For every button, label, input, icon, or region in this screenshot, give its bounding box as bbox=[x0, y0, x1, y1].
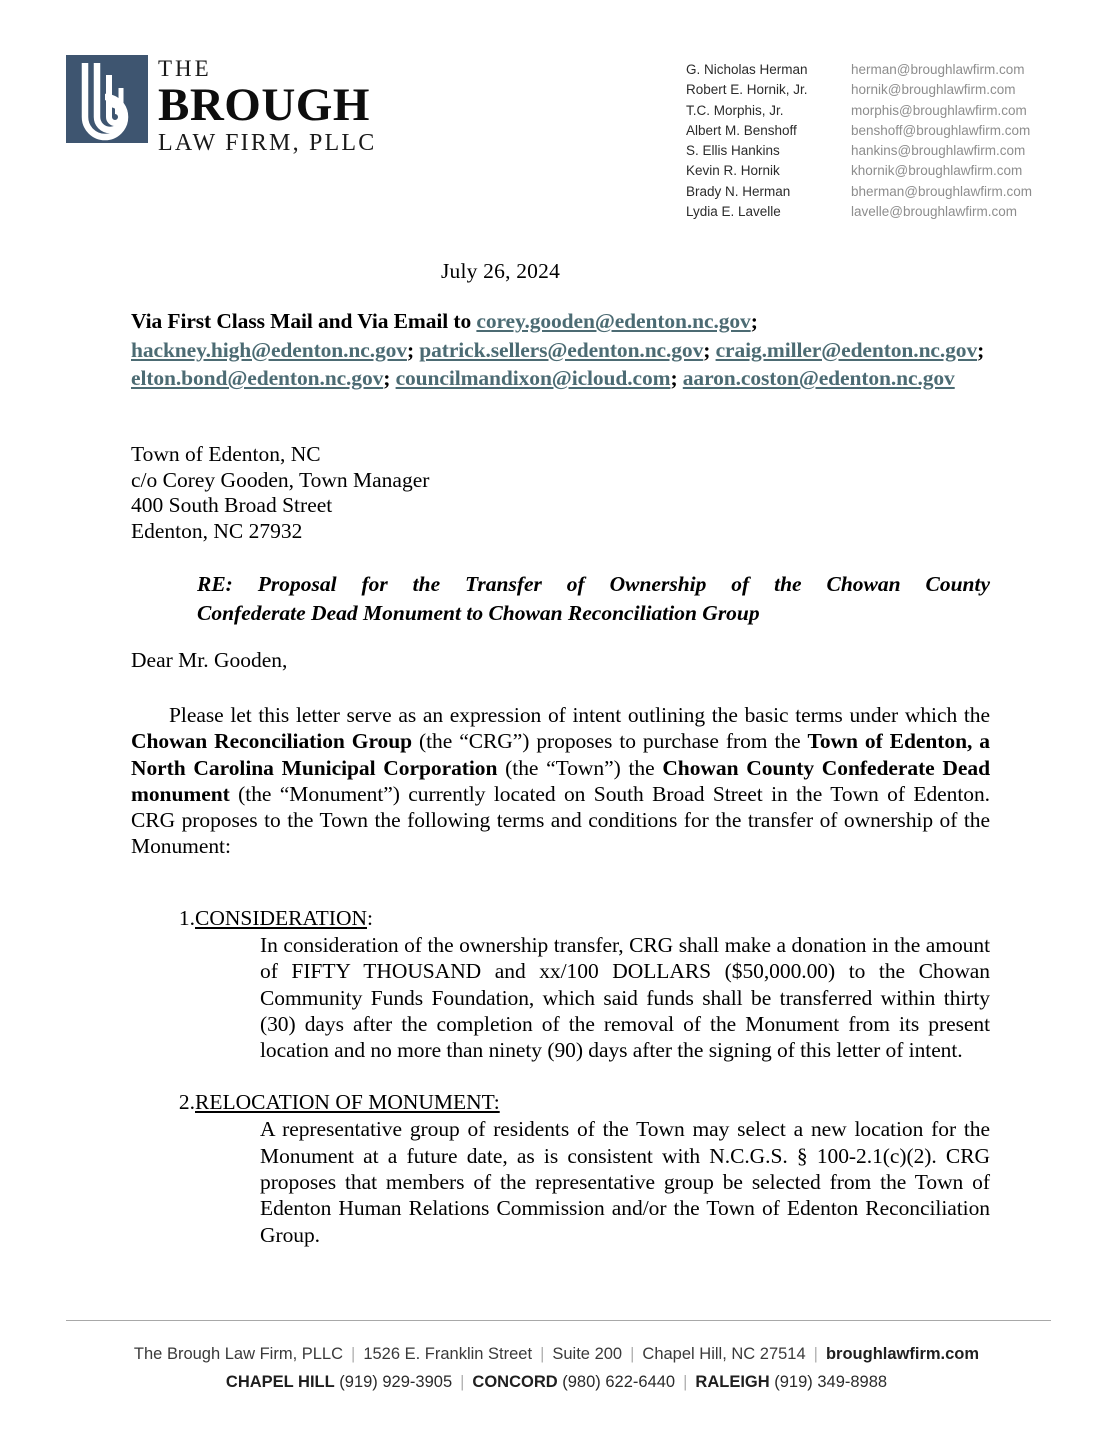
footer-divider bbox=[66, 1320, 1051, 1321]
attorney-row bbox=[686, 101, 1032, 121]
addressee-line: Town of Edenton, NC bbox=[131, 442, 321, 466]
footer-suite: Suite 200 bbox=[552, 1345, 623, 1363]
email-separator: ; bbox=[750, 309, 758, 333]
email-separator: ; bbox=[703, 337, 716, 362]
re-line-second: Confederate Dead Monument to Chowan Reconciliation Group bbox=[197, 600, 760, 625]
addressee-line: 400 South Broad Street bbox=[131, 493, 333, 517]
attorney-name: Lydia E. Lavelle bbox=[686, 204, 781, 220]
email-separator: ; bbox=[406, 337, 420, 362]
footer-separator: | bbox=[683, 1373, 688, 1391]
footer-city-state-zip: Chapel Hill, NC 27514 bbox=[642, 1345, 806, 1363]
footer-office-city-raleigh: RALEIGH bbox=[695, 1373, 770, 1391]
term-heading bbox=[131, 1089, 990, 1115]
delivery-and-recipients bbox=[131, 307, 999, 393]
attorney-row bbox=[686, 80, 1032, 100]
attorney-name: G. Nicholas Herman bbox=[686, 62, 808, 77]
letter-date-line bbox=[131, 259, 990, 284]
term-heading bbox=[131, 905, 990, 931]
email-separator: ; bbox=[383, 366, 396, 390]
footer-office-phone-concord[interactable]: (980) 622-6440 bbox=[562, 1373, 676, 1391]
term-title bbox=[195, 1089, 500, 1115]
attorney-email: morphis@broughlawfirm.com bbox=[851, 102, 1027, 118]
attorney-row bbox=[686, 202, 1032, 222]
attorney-name: S. Ellis Hankins bbox=[686, 143, 780, 159]
logo-line-brough: BROUGH bbox=[158, 79, 370, 132]
attorney-row bbox=[686, 60, 1032, 80]
intro-paragraph bbox=[131, 702, 990, 860]
term-title bbox=[195, 905, 373, 931]
term-body: A representative group of residents of the Town may select a new location for the Monument at a future date, as is consistent with N.C.G.S. § 100-2.1(c)(2). CRG proposes that members of the representative group be selected from the Town of Edenton Human Relations Commission and/or the Town of Edenton Reconciliation Group. bbox=[260, 1117, 990, 1247]
attorney-row bbox=[686, 182, 1032, 202]
recipient-email-link-5[interactable]: elton.bond@edenton.nc.gov bbox=[131, 366, 384, 390]
recipient-email-link-2[interactable]: hackney.high@edenton.nc.gov bbox=[131, 337, 407, 362]
footer-website-link[interactable]: broughlawfirm.com bbox=[825, 1345, 980, 1363]
intro-text-2: (the “CRG”) proposes to purchase from the bbox=[412, 729, 808, 754]
attorney-name: Albert M. Benshoff bbox=[686, 122, 797, 138]
attorney-name: Brady N. Herman bbox=[686, 183, 791, 199]
addressee-block bbox=[131, 442, 429, 544]
intro-bold-monument: Chowan County Confederate Dead monument bbox=[131, 755, 991, 806]
salutation: Dear Mr. Gooden, bbox=[131, 648, 288, 672]
intro-bold-town: Town of Edenton, a North Carolina Municipal Corporation bbox=[131, 729, 990, 780]
letterhead bbox=[0, 0, 1113, 240]
footer-separator: | bbox=[540, 1345, 545, 1363]
footer-office-city-concord: CONCORD bbox=[472, 1373, 558, 1391]
intro-text-1: Please let this letter serve as an expression of intent outlining the basic terms under which the bbox=[169, 703, 990, 727]
attorney-email: herman@broughlawfirm.com bbox=[851, 62, 1025, 77]
term-title-suffix: : bbox=[367, 906, 373, 930]
page-footer bbox=[0, 1320, 1113, 1440]
attorney-email: hankins@broughlawfirm.com bbox=[851, 143, 1026, 159]
attorney-list bbox=[686, 60, 1032, 222]
recipient-email-link-4[interactable]: craig.miller@edenton.nc.gov bbox=[715, 337, 978, 362]
footer-separator: | bbox=[630, 1345, 635, 1363]
attorney-name: Robert E. Hornik, Jr. bbox=[686, 82, 808, 98]
logo-line-the: THE bbox=[158, 56, 212, 81]
via-label: Via First Class Mail and Via Email to bbox=[131, 309, 477, 333]
footer-street: 1526 E. Franklin Street bbox=[363, 1345, 533, 1363]
attorney-row bbox=[686, 141, 1032, 161]
footer-content bbox=[0, 1340, 1113, 1396]
attorney-email: lavelle@broughlawfirm.com bbox=[851, 204, 1018, 220]
term-item-consideration bbox=[131, 905, 990, 1063]
intro-bold-crg: Chowan Reconciliation Group bbox=[131, 729, 413, 754]
term-number: 1. bbox=[178, 906, 195, 930]
footer-firm-name: The Brough Law Firm, PLLC bbox=[133, 1345, 344, 1363]
attorney-name: Kevin R. Hornik bbox=[686, 163, 780, 179]
footer-address-line bbox=[0, 1340, 1113, 1368]
term-title-underlined: RELOCATION OF MONUMENT: bbox=[195, 1090, 500, 1115]
recipient-email-link-3[interactable]: patrick.sellers@edenton.nc.gov bbox=[419, 337, 704, 362]
letter-date: July 26, 2024 bbox=[440, 259, 561, 283]
attorney-email: bherman@broughlawfirm.com bbox=[851, 183, 1033, 199]
footer-separator: | bbox=[813, 1345, 818, 1363]
intro-text-3: (the “Town”) the bbox=[497, 755, 663, 780]
email-separator: ; bbox=[670, 366, 683, 390]
recipient-email-link-7[interactable]: aaron.coston@edenton.nc.gov bbox=[682, 366, 955, 390]
term-body: In consideration of the ownership transfer, CRG shall make a donation in the amount of FIFTY THOUSAND and xx/100 DOLLARS ($50,000.00) to the Chowan Community Funds Foundation, which said funds shall be transferred within thirty (30) days after the completion of the removal of the Monument from its present location and no more than ninety (90) days after the signing of this letter of intent. bbox=[260, 933, 990, 1063]
brough-b-spiral-mark bbox=[66, 55, 148, 143]
attorney-email: benshoff@broughlawfirm.com bbox=[851, 122, 1031, 138]
footer-offices-line bbox=[0, 1368, 1113, 1396]
logo-line-lawfirm: LAW FIRM, PLLC bbox=[158, 130, 377, 157]
recipient-email-link-1[interactable]: corey.gooden@edenton.nc.gov bbox=[476, 309, 751, 333]
footer-office-phone-raleigh[interactable]: (919) 349-8988 bbox=[774, 1373, 888, 1391]
firm-logotype bbox=[158, 55, 376, 156]
intro-text-4: (the “Monument”) currently located on South Broad Street in the Town of Edenton. CRG proposes to the Town the following terms and conditions for the transfer of ownership of the Monument: bbox=[131, 781, 990, 859]
terms-list bbox=[131, 905, 990, 1274]
addressee-line: c/o Corey Gooden, Town Manager bbox=[131, 467, 430, 492]
footer-separator: | bbox=[460, 1373, 465, 1391]
email-separator: ; bbox=[977, 337, 985, 362]
term-item-relocation bbox=[131, 1089, 990, 1247]
term-number: 2. bbox=[178, 1090, 195, 1115]
subject-re-line bbox=[197, 570, 990, 627]
attorney-email: hornik@broughlawfirm.com bbox=[851, 82, 1016, 98]
term-title-underlined: CONSIDERATION bbox=[195, 906, 367, 930]
footer-separator: | bbox=[351, 1345, 356, 1363]
footer-office-city-chapel-hill: CHAPEL HILL bbox=[225, 1373, 335, 1391]
addressee-line: Edenton, NC 27932 bbox=[131, 518, 303, 543]
firm-logo bbox=[66, 55, 376, 156]
attorney-email: khornik@broughlawfirm.com bbox=[851, 163, 1023, 179]
attorney-row bbox=[686, 121, 1032, 141]
recipient-email-link-6[interactable]: councilmandixon@icloud.com bbox=[395, 366, 671, 390]
attorney-name: T.C. Morphis, Jr. bbox=[686, 102, 784, 118]
re-line-first: RE: Proposal for the Transfer of Ownership of the Chowan County bbox=[197, 572, 990, 596]
attorney-row bbox=[686, 161, 1032, 181]
footer-office-phone-chapel-hill[interactable]: (919) 929-3905 bbox=[339, 1373, 453, 1391]
